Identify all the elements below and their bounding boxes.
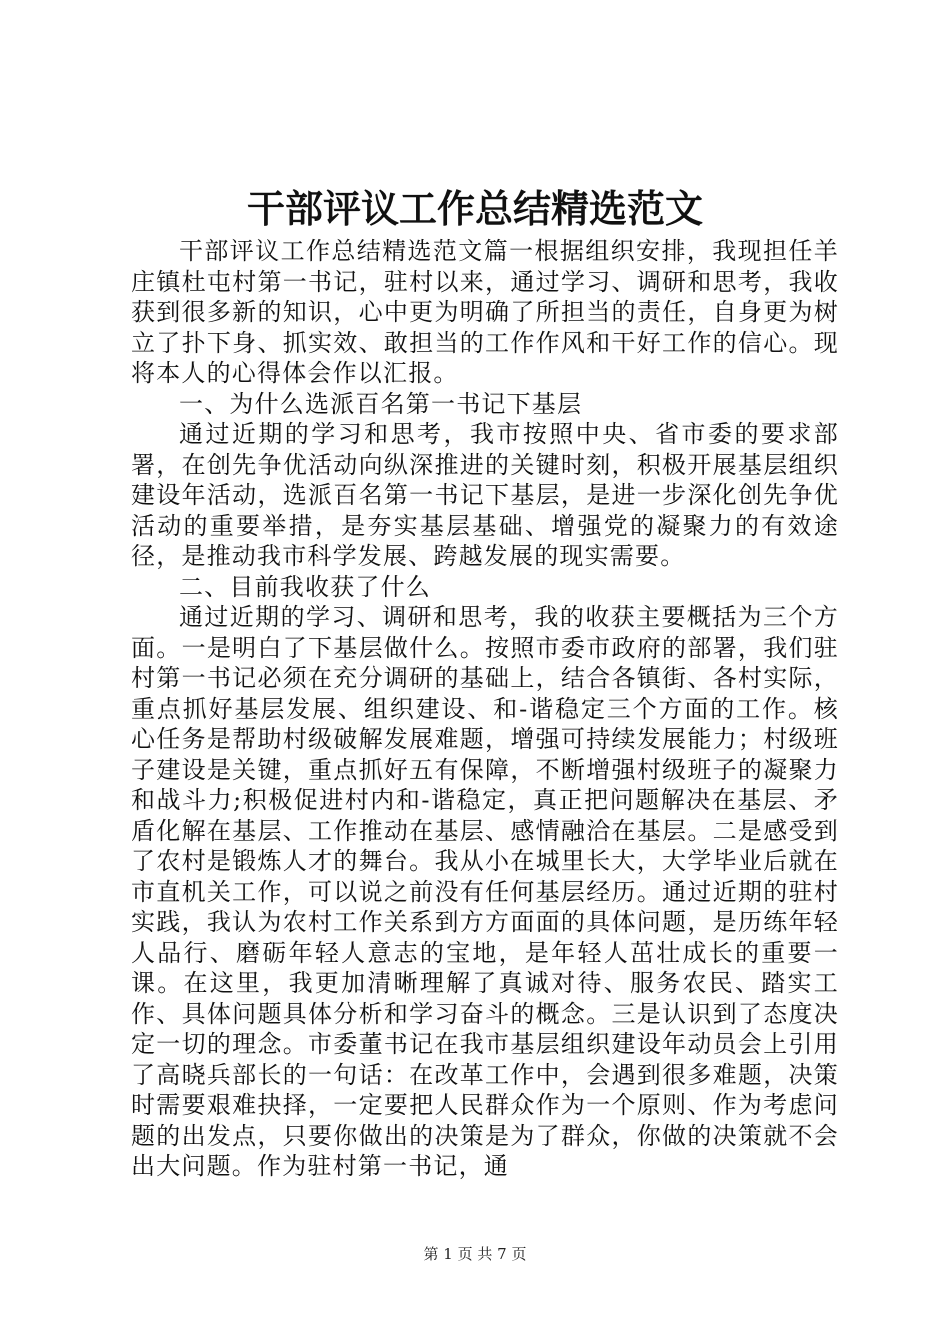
paragraph-section-1: 通过近期的学习和思考，我市按照中央、省市委的要求部署，在创先争优活动向纵深推进的关键时刻，积极开展基层组织建设年活动，选派百名第一书记下基层，是进一步深化创先争优活动的重要举措，是夯实基层基础、增强党的凝聚力的有效途径，是推动我市科学发展、跨越发展的现实需要。 [131, 420, 839, 570]
paragraph-section-2: 通过近期的学习、调研和思考，我的收获主要概括为三个方面。一是明白了下基层做什么。按照市委市政府的部署，我们驻村第一书记必须在充分调研的基础上，结合各镇街、各村实际，重点抓好基层发展、组织建设、和-谐稳定三个方面的工作。核心任务是帮助村级破解发展难题，增强可持续发展能力；村级班子建设是关键，重点抓好五有保障，不断增强村级班子的凝聚力和战斗力;积极促进村内和-谐稳定，真正把问题解决在基层、矛盾化解在基层、工作推动在基层、感情融洽在基层。二是感受到了农村是锻炼人才的舞台。我从小在城里长大，大学毕业后就在市直机关工作，可以说之前没有任何基层经历。通过近期的驻村实践，我认为农村工作关系到方方面面的具体问题，是历练年轻人品行、磨砺年轻人意志的宝地，是年轻人茁壮成长的重要一课。在这里，我更加清晰理解了真诚对待、服务农民、踏实工作、具体问题具体分析和学习奋斗的概念。三是认识到了态度决定一切的理念。市委董书记在我市基层组织建设年动员会上引用了高晓兵部长的一句话：在改革工作中，会遇到很多难题，决策时需要艰难抉择，一定要把人民群众作为一个原则、作为考虑问题的出发点，只要你做出的决策是为了群众，你做的决策就不会出大问题。作为驻村第一书记，通 [131, 603, 839, 1180]
page-footer: 第 1 页 共 7 页 [423, 1245, 527, 1263]
document-title: 干部评议工作总结精选范文 [246, 186, 703, 231]
paragraph-intro: 干部评议工作总结精选范文篇一根据组织安排，我现担任羊庄镇杜屯村第一书记，驻村以来，通过学习、调研和思考，我收获到很多新的知识，心中更为明确了所担当的责任，自身更为树立了扑下身、抓实效、敢担当的工作作风和干好工作的信心。现将本人的心得体会作以汇报。 [131, 237, 839, 387]
section-heading-2: 二、目前我收获了什么 [179, 572, 431, 601]
document-body [131, 236, 839, 1182]
section-heading-1: 一、为什么选派百名第一书记下基层 [179, 389, 583, 418]
